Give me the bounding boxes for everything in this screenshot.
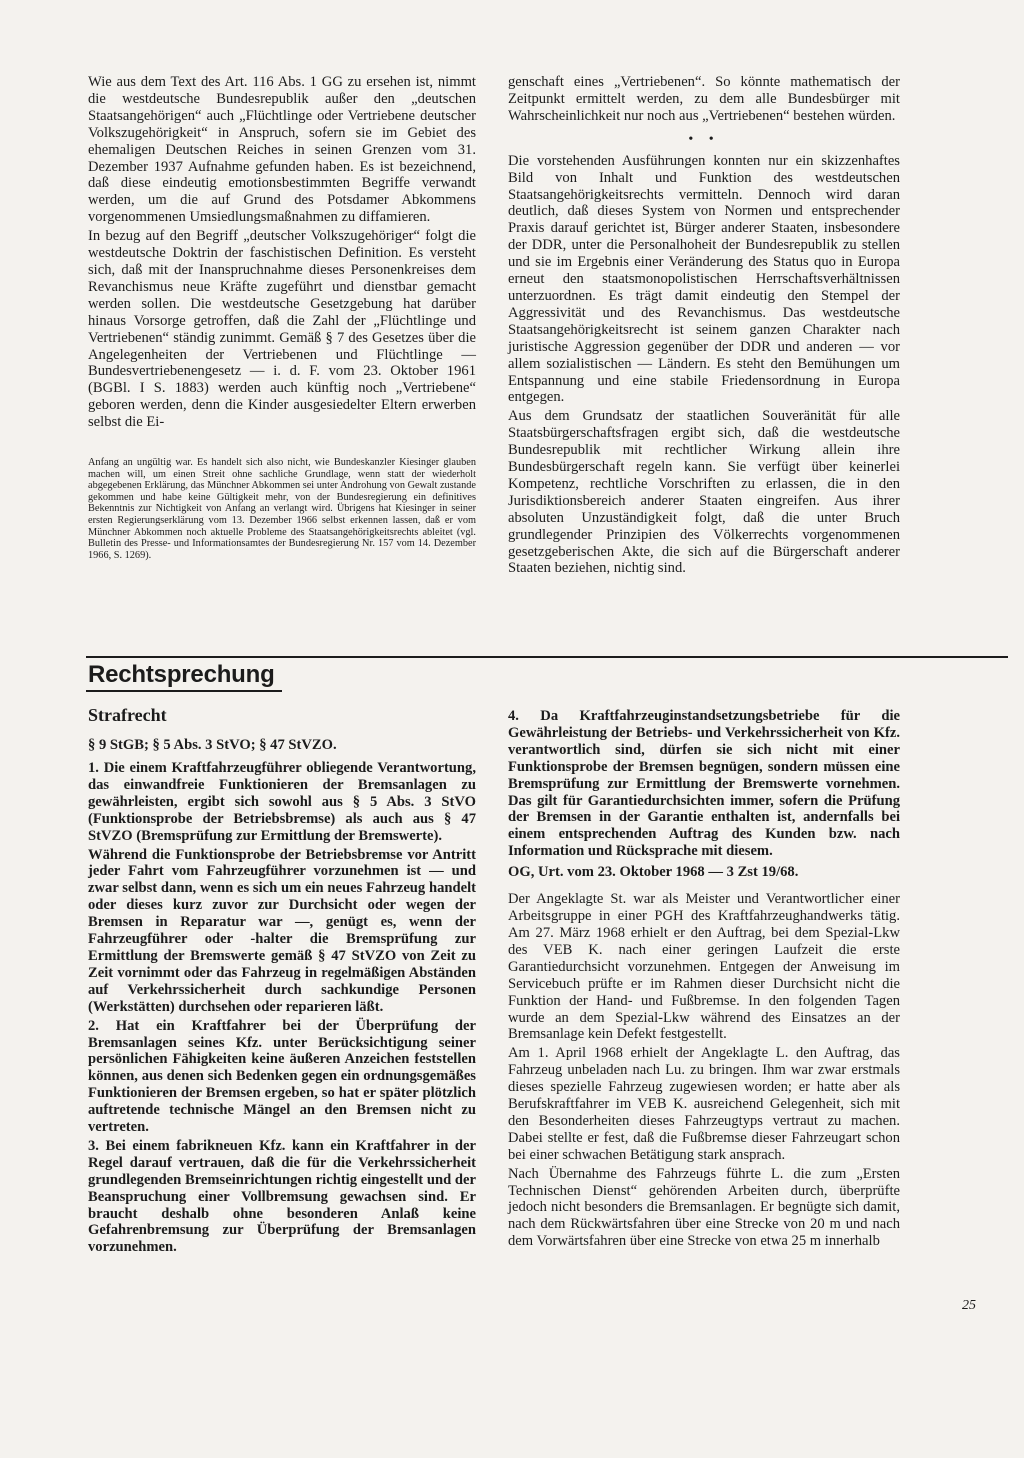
norm-citations: § 9 StGB; § 5 Abs. 3 StVO; § 47 StVZO.: [88, 737, 337, 753]
section-separator: • •: [688, 131, 720, 147]
footnote: Anfang an ungültig war. Es handelt sich also nicht, wie Bundeskanzler Kiesinger glauben machen will, um einen Streit ohne sachliche Grundlage, wenn statt der wiederholt abgegebenen Erklärung, das Münchner Abkommen sei unter Androhung von Gewalt zustande gekommen und habe keine Gültigkeit mehr, von der Bundesregierung ein definitives Bekenntnis zur Nichtigkeit von Anfang an verlangt wird. Übrigens hat Kiesinger in seiner ersten Regierungserklärung vom 13. Dezember 1966 selbst erkennen lassen, daß er vom Münchner Abkommen noch aktuelle Probleme des Staatsangehörigkeitsrechts ableitet (vgl. Bulletin des Presse- und Informationsamtes der Bundesregierung Nr. 157 vom 14. Dezember 1966, S. 1269).: [88, 457, 476, 561]
headnote-1: 1. Die einem Kraftfahrzeugführer obliegende Verantwortung, das einwandfreie Funktionieren der Bremsanlagen zu gewährleisten, ergibt sich sowohl aus § 5 Abs. 3 StVO (Funktionsprobe der Betriebsbremse) als auch aus § 47 StVZO (Bremsprüfung zur Ermittlung der Bremswerte).: [88, 760, 476, 844]
headnote-4: 4. Da Kraftfahrzeuginstandsetzungsbetriebe für die Gewährleistung der Betriebs- und Verkehrssicherheit von Kfz. verantwortlich sind, dürfen sie sich nicht mit einer Funktionsprobe der Bremsen begnügen, sondern müssen eine Bremsprüfung zur Ermittlung der Bremswerte vornehmen. Das gilt für Garantiedurchsichten immer, sofern die Prüfung der Bremsen in der Garantie enthalten ist, andernfalls bei einem entsprechenden Auftrag des Kunden bzw. nach Information und Rücksprache mit diesem.: [508, 708, 900, 860]
headnote-3: 3. Bei einem fabrikneuen Kfz. kann ein Kraftfahrer in der Regel darauf vertrauen, daß die für die Verkehrssicherheit grundlegenden Bremseinrichtungen richtig eingestellt und der Beanspruchung einer Vollbremsung gewachsen sind. Er braucht deshalb ohne besonderen Anlaß keine Gefahrenbremsung zur Überprüfung der Bremsanlagen vorzunehmen.: [88, 1137, 476, 1256]
top-left-column: [88, 74, 476, 561]
paragraph-volkszugehoeriger: In bezug auf den Begriff „deutscher Volkszugehöriger“ folgt die westdeutsche Doktrin der faschistischen Definition. Es versteht sich, daß mit der Inanspruchnahme dieses Personenkreises dem Revanchismus neue Kräfte zugeführt und dienstbar gemacht werden sollen. Die westdeutsche Gesetzgebung hat darüber hinaus Vorsorge getroffen, daß die Zahl der „Flüchtlinge und Vertriebenen“ ständig zunimmt. Gemäß § 7 des Gesetzes über die Angelegenheiten der Vertriebenen und Flüchtlinge — Bundesvertriebenengesetz — i. d. F. vom 23. Oktober 1961 (BGBl. I S. 1883) werden auch künftig noch „Vertriebene“ geboren werden, denn die Kinder ausgesiedelter Eltern erwerben selbst die Ei-: [88, 228, 476, 431]
paragraph-sachverhalt-st: Der Angeklagte St. war als Meister und Verantwortlicher einer Arbeitsgruppe in einer PGH des Kraftfahrzeughandwerks tätig. Am 27. März 1968 erhielt er den Auftrag, bei dem Spezial-Lkw des VEB K. nach einer geringen Laufzeit die erste Garantiedurchsicht vorzunehmen. Entgegen der Anweisung im Servicebuch prüfte er im Rahmen dieser Durchsicht nicht die Funktion der Hand- und Fußbremse. In den folgenden Tagen wurde an dem Spezial-Lkw während des Einsatzes an der Bremsanlage kein Defekt festgestellt.: [508, 891, 900, 1043]
page-number: 25: [962, 1298, 976, 1313]
bottom-right-column: [508, 708, 900, 1252]
paragraph-souveraenitaet: Aus dem Grundsatz der staatlichen Souveränität für alle Staatsbürgerschaftsfragen ergibt sich, daß die westdeutsche Bundesrepublik mit rechtlicher Wirkung allein ihre Bundesbürgerschaft regeln kann. Sie verfügt über keinerlei Kompetenz, rechtliche Vorschriften zu erlassen, die in den Jurisdiktionsbereich anderer Staaten eingreifen. Aus ihrer absoluten Unzuständigkeit folgt, daß die unter Bruch grundlegender Prinzipien des Völkerrechts vorgenommenen gesetzgeberischen Akte, die sich auf die Bürgerschaft anderer Staaten beziehen, nichtig sind.: [508, 408, 900, 577]
section-title-underline: [86, 690, 282, 692]
headnote-2: 2. Hat ein Kraftfahrer bei der Überprüfung der Bremsanlagen seines Kfz. unter Berücksichtigung seiner persönlichen Fähigkeiten keine äußeren Anzeichen feststellen können, aus denen sich Bedenken gegen ein ordnungsgemäßes Funktionieren der Bremsen ergeben, so hat er später plötzlich auftretende technische Mängel an den Bremsen nicht zu vertreten.: [88, 1017, 476, 1136]
top-right-column: [508, 74, 900, 579]
paragraph-art116: Wie aus dem Text des Art. 116 Abs. 1 GG zu ersehen ist, nimmt die westdeutsche Bundesrepublik außer den „deutschen Staatsangehörigen“ auch „Flüchtlinge oder Vertriebene deutscher Volkszugehörigkeit“ in Anspruch, sofern sie im Gebiet des ehemaligen Deutschen Reiches in seinen Grenzen vom 31. Dezember 1937 Aufnahme gefunden haben. Es ist bezeichnend, daß diese eindeutig emotionsbestimmten Begriffe verwandt werden, um die auf Grund des Potsdamer Abkommens vorgenommenen Umsiedlungsmaßnahmen zu diffamieren.: [88, 74, 476, 226]
bottom-left-column: [88, 760, 476, 1258]
paragraph-ausfuehrungen: Die vorstehenden Ausführungen konnten nur ein skizzenhaftes Bild von Inhalt und Funktion des westdeutschen Staatsangehörigkeitsrechts vermitteln. Dennoch wird daran deutlich, daß dieses System von Normen und entsprechender Praxis darauf gerichtet ist, Bürger anderer Staaten, insbesondere der DDR, unter die Personalhoheit der Bundesrepublik zu stellen und sie im Ergebnis einer Veränderung des Status quo in Europa erneut den staatsmonopolistischen Herrschaftsverhältnissen unterzuordnen. Es trägt damit eindeutig den Stempel der Aggressivität und des Revanchismus. Das westdeutsche Staatsangehörigkeitsrecht ist seinem ganzen Charakter nach juristische Aggression gegenüber der DDR und anderen — vor allem sozialistischen — Ländern. Es steht den Bemühungen um Entspannung und eine stabile Friedensordnung in Europa entgegen.: [508, 152, 900, 406]
subheading-strafrecht: Strafrecht: [88, 705, 167, 725]
paragraph-sachverhalt-l: Am 1. April 1968 erhielt der Angeklagte L. den Auftrag, das Fahrzeug unbeladen nach Lu. zu bringen. Ihm war zwar erstmals dieses spezielle Fahrzeug zugewiesen worden; er hatte aber als Berufskraftfahrer im VEB K. ausreichend Gelegenheit, sich mit den Besonderheiten dieses Fahrzeugtyps vertraut zu machen. Dabei stellte er fest, daß die Fußbremse dieser Fahrzeugart schon bei einer schwachen Betätigung stark ansprach.: [508, 1045, 900, 1163]
paragraph-uebernahme: Nach Übernahme des Fahrzeugs führte L. die zum „Ersten Technischen Dienst“ gehörenden Arbeiten durch, überprüfte jedoch nicht besonders die Bremsanlagen. Er begnügte sich damit, nach dem Rückwärtsfahren über eine Strecke von 20 m und nach dem Vorwärtsfahren über eine Strecke von etwa 25 m innerhalb: [508, 1165, 900, 1250]
section-top-rule: [86, 656, 1008, 658]
section-title: Rechtsprechung: [88, 661, 275, 688]
headnote-1-continued: Während die Funktionsprobe der Betriebsbremse vor Antritt jeder Fahrt vom Fahrzeugführer vorzunehmen ist — und zwar selbst dann, wenn es sich um ein neues Fahrzeug handelt oder dieses kurz zuvor zur Durchsicht oder wegen der Bremsen in Reparatur war —, genügt es, wenn der Fahrzeugführer oder -halter die Bremsprüfung zur Ermittlung der Bremswerte gemäß § 47 StVZO von Zeit zu Zeit vornimmt oder das Fahrzeug in regelmäßigen Abständen auf Verkehrssicherheit durch sachkundige Personen (Werkstätten) durchsehen oder reparieren läßt.: [88, 846, 476, 1015]
court-reference: OG, Urt. vom 23. Oktober 1968 — 3 Zst 19/68.: [508, 864, 799, 881]
paragraph-vertriebene: genschaft eines „Vertriebenen“. So könnte mathematisch der Zeitpunkt ermittelt werden, zu dem alle Bundesbürger mit Wahrscheinlichkeit nur noch aus „Vertriebenen“ bestehen würden.: [508, 74, 900, 124]
